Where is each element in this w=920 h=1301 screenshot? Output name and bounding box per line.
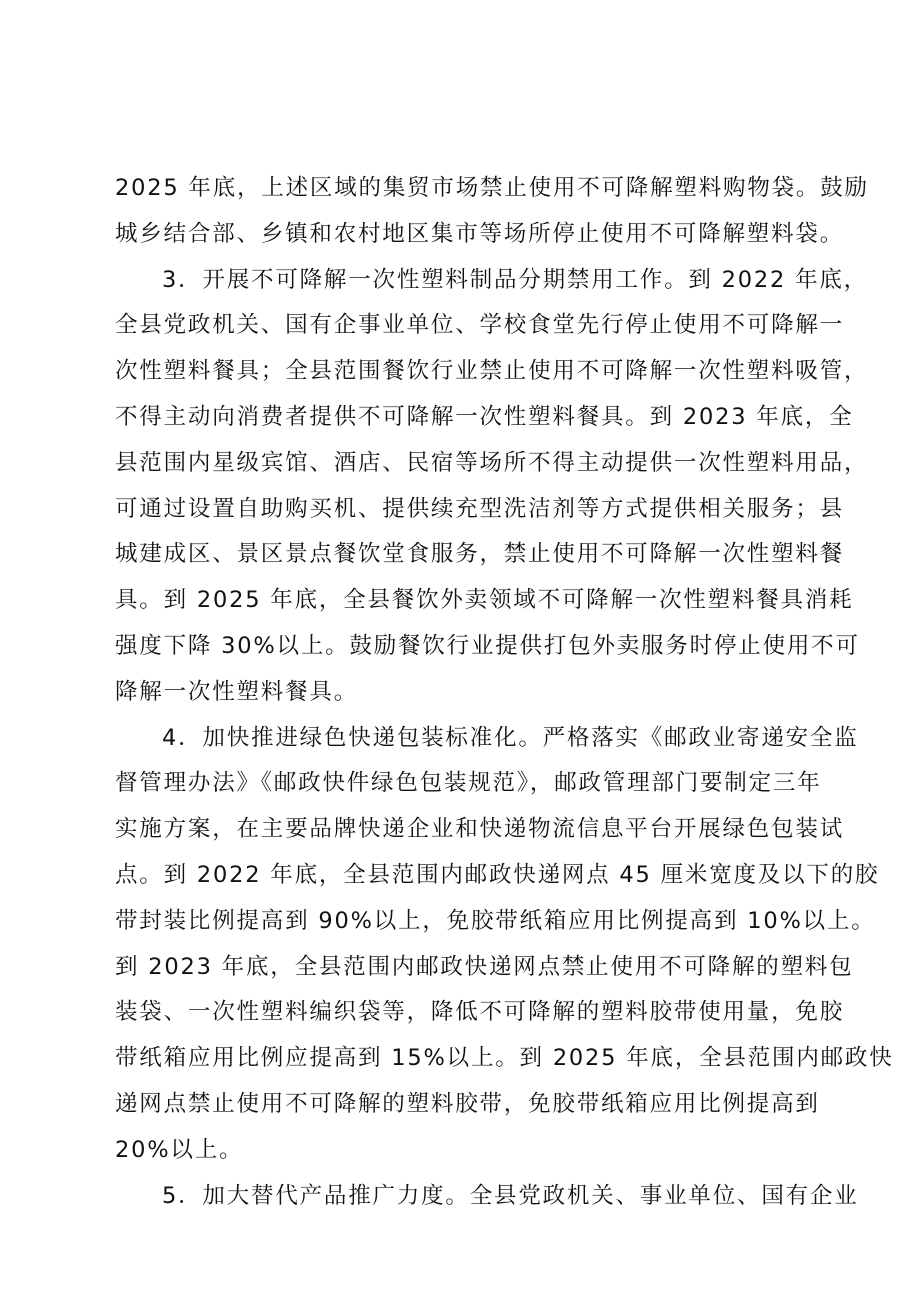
paragraph-5-heading: 5．加大替代产品推广力度。全县党政机关、事业单位、国有企业 — [162, 1182, 859, 1209]
text-line: 点。到 2022 年底，全县范围内邮政快递网点 45 厘米宽度及以下的胶 — [115, 861, 880, 888]
text-line: 20%以上。 — [115, 1136, 244, 1163]
text-line: 次性塑料餐具；全县范围餐饮行业禁止使用不可降解一次性塑料吸管， — [115, 358, 869, 385]
paragraph-3-heading: 3．开展不可降解一次性塑料制品分期禁用工作。到 2022 年底， — [162, 266, 868, 293]
text-line: 城乡结合部、乡镇和农村地区集市等场所停止使用不可降解塑料袋。 — [115, 220, 845, 247]
text-line: 到 2023 年底，全县范围内邮政快递网点禁止使用不可降解的塑料包 — [115, 953, 854, 980]
text-line: 全县党政机关、国有企事业单位、学校食堂先行停止使用不可降解一 — [115, 312, 845, 339]
text-line: 不得主动向消费者提供不可降解一次性塑料餐具。到 2023 年底，全 — [115, 403, 854, 430]
text-line: 降解一次性塑料餐具。 — [115, 678, 359, 705]
text-line: 城建成区、景区景点餐饮堂食服务，禁止使用不可降解一次性塑料餐 — [115, 541, 845, 568]
text-line: 县范围内星级宾馆、酒店、民宿等场所不得主动提供一次性塑料用品， — [115, 449, 869, 476]
text-line: 带封装比例提高到 90%以上，免胶带纸箱应用比例提高到 10%以上。 — [115, 907, 876, 934]
document-body — [115, 166, 894, 1219]
text-line: 强度下降 30%以上。鼓励餐饮行业提供打包外卖服务时停止使用不可 — [115, 632, 860, 659]
text-line: 督管理办法》《邮政快件绿色包装规范》，邮政管理部门要制定三年 — [115, 770, 822, 797]
text-line: 带纸箱应用比例应提高到 15%以上。到 2025 年底，全县范围内邮政快 — [115, 1045, 894, 1072]
text-line: 具。到 2025 年底，全县餐饮外卖领域不可降解一次性塑料餐具消耗 — [115, 587, 854, 614]
text-line: 可通过设置自助购买机、提供续充型洗洁剂等方式提供相关服务；县 — [115, 495, 845, 522]
text-line: 递网点禁止使用不可降解的塑料胶带，免胶带纸箱应用比例提高到 — [115, 1090, 820, 1117]
text-line: 2025 年底，上述区域的集贸市场禁止使用不可降解塑料购物袋。鼓励 — [115, 175, 869, 201]
paragraph-4-heading: 4．加快推进绿色快递包装标准化。严格落实《邮政业寄递安全监 — [162, 724, 859, 751]
text-line: 实施方案，在主要品牌快递企业和快递物流信息平台开展绿色包装试 — [115, 816, 845, 843]
text-line: 装袋、一次性塑料编织袋等，降低不可降解的塑料胶带使用量，免胶 — [115, 999, 845, 1026]
